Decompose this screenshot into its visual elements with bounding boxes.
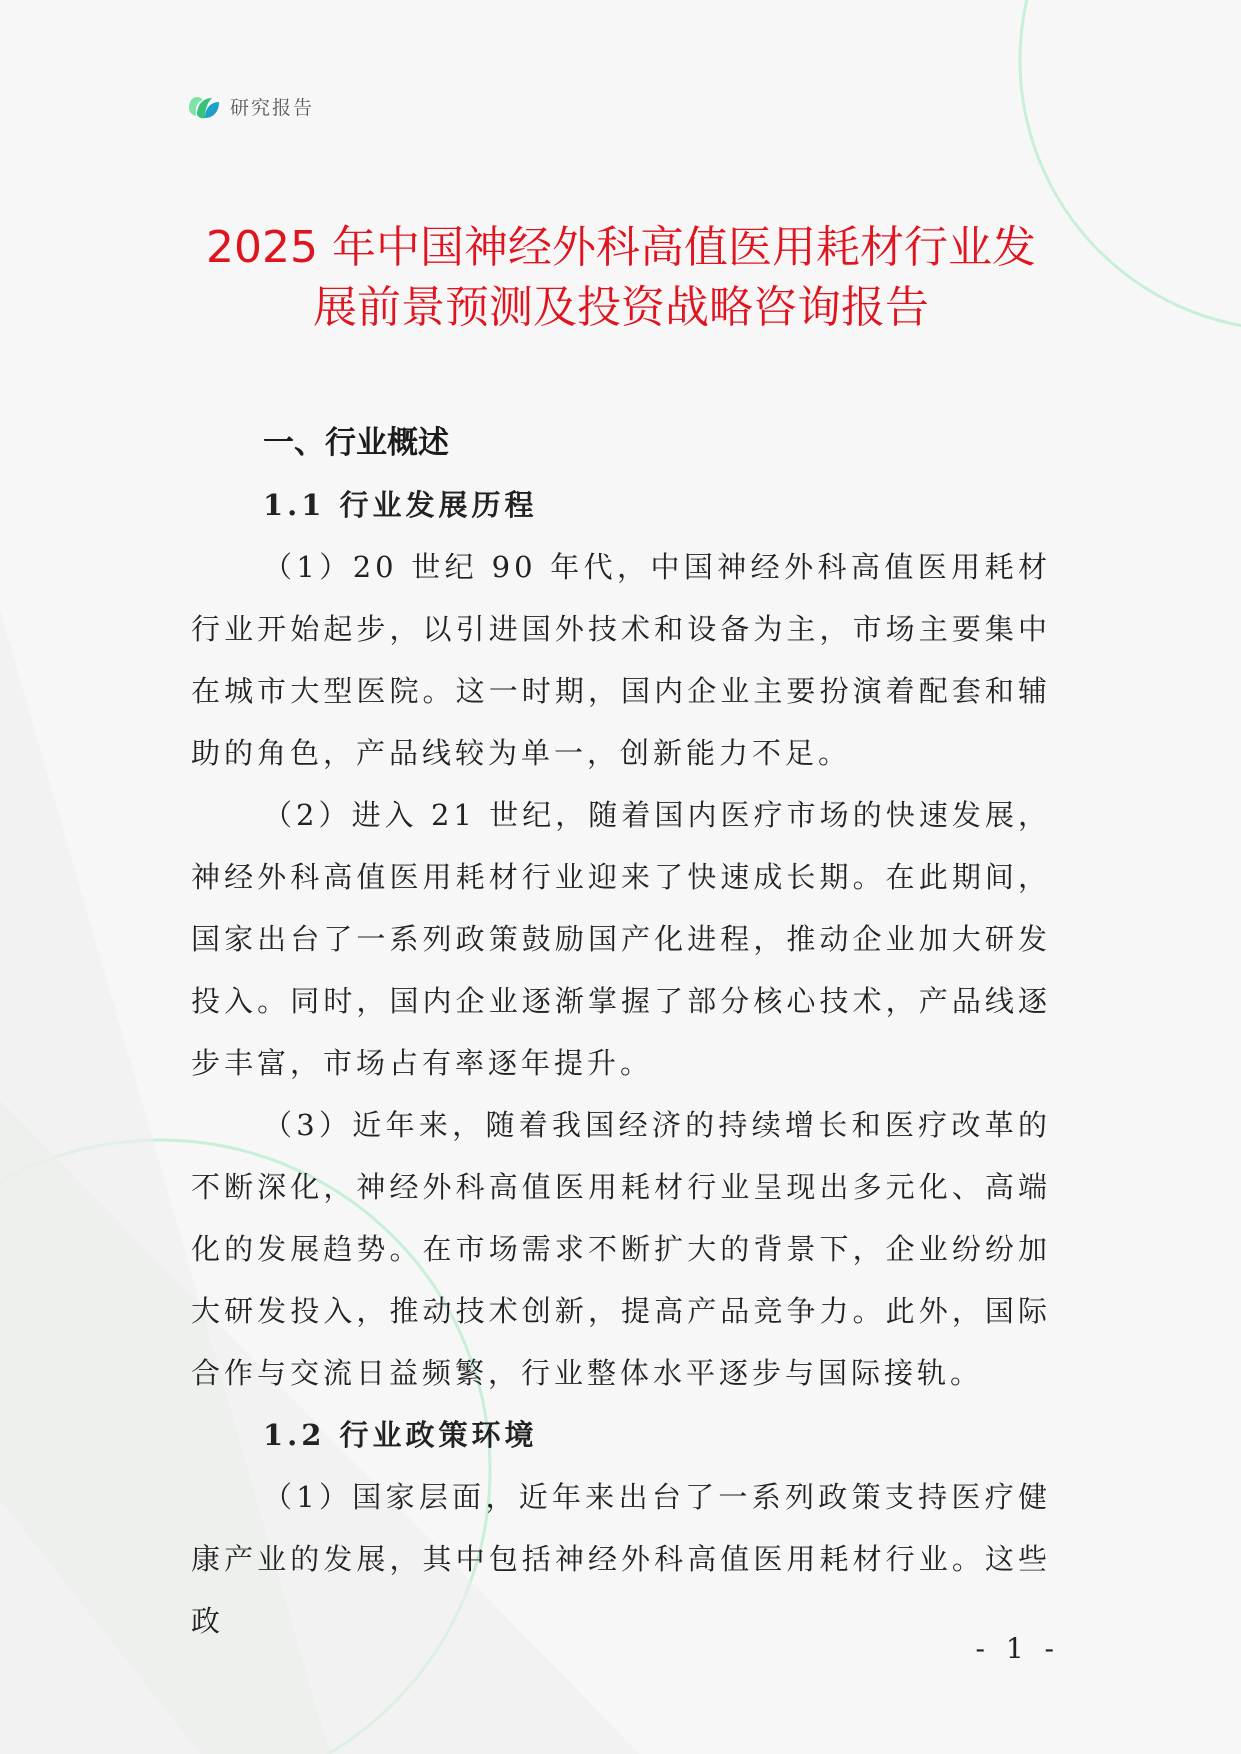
green-leaf-logo-icon [186, 88, 222, 124]
report-header [186, 88, 314, 124]
page-number: - 1 - [975, 1632, 1060, 1665]
report-title-line-1: 2025 年中国神经外科高值医用耗材行业发 [206, 222, 1036, 273]
paragraph: （1）国家层面，近年来出台了一系列政策支持医疗健康产业的发展，其中包括神经外科高值医用耗材行业。这些政 [191, 1480, 1051, 1638]
report-title-line-2: 展前景预测及投资战略咨询报告 [313, 282, 929, 333]
paragraph: （2）进入 21 世纪，随着国内医疗市场的快速发展，神经外科高值医用耗材行业迎来了快速成长期。在此期间，国家出台了一系列政策鼓励国产化进程，推动企业加大研发投入。同时，国内企业逐渐掌握了部分核心技术，产品线逐步丰富，市场占有率逐年提升。 [191, 798, 1051, 1080]
header-label: 研究报告 [230, 96, 315, 119]
paragraph: （1）20 世纪 90 年代，中国神经外科高值医用耗材行业开始起步，以引进国外技术和设备为主，市场主要集中在城市大型医院。这一时期，国内企业主要扮演着配套和辅助的角色，产品线较为单一，创新能力不足。 [191, 550, 1051, 770]
subsection-heading-1-1: 1.1 行业发展历程 [263, 488, 538, 522]
paragraph: （3）近年来，随着我国经济的持续增长和医疗改革的不断深化，神经外科高值医用耗材行业呈现出多元化、高端化的发展趋势。在市场需求不断扩大的背景下，企业纷纷加大研发投入，推动技术创新，提高产品竞争力。此外，国际合作与交流日益频繁，行业整体水平逐步与国际接轨。 [191, 1108, 1051, 1390]
report-title [186, 218, 1056, 338]
section-heading: 一、行业概述 [263, 425, 449, 461]
report-body [191, 412, 1051, 1652]
subsection-heading-1-2: 1.2 行业政策环境 [263, 1418, 538, 1452]
